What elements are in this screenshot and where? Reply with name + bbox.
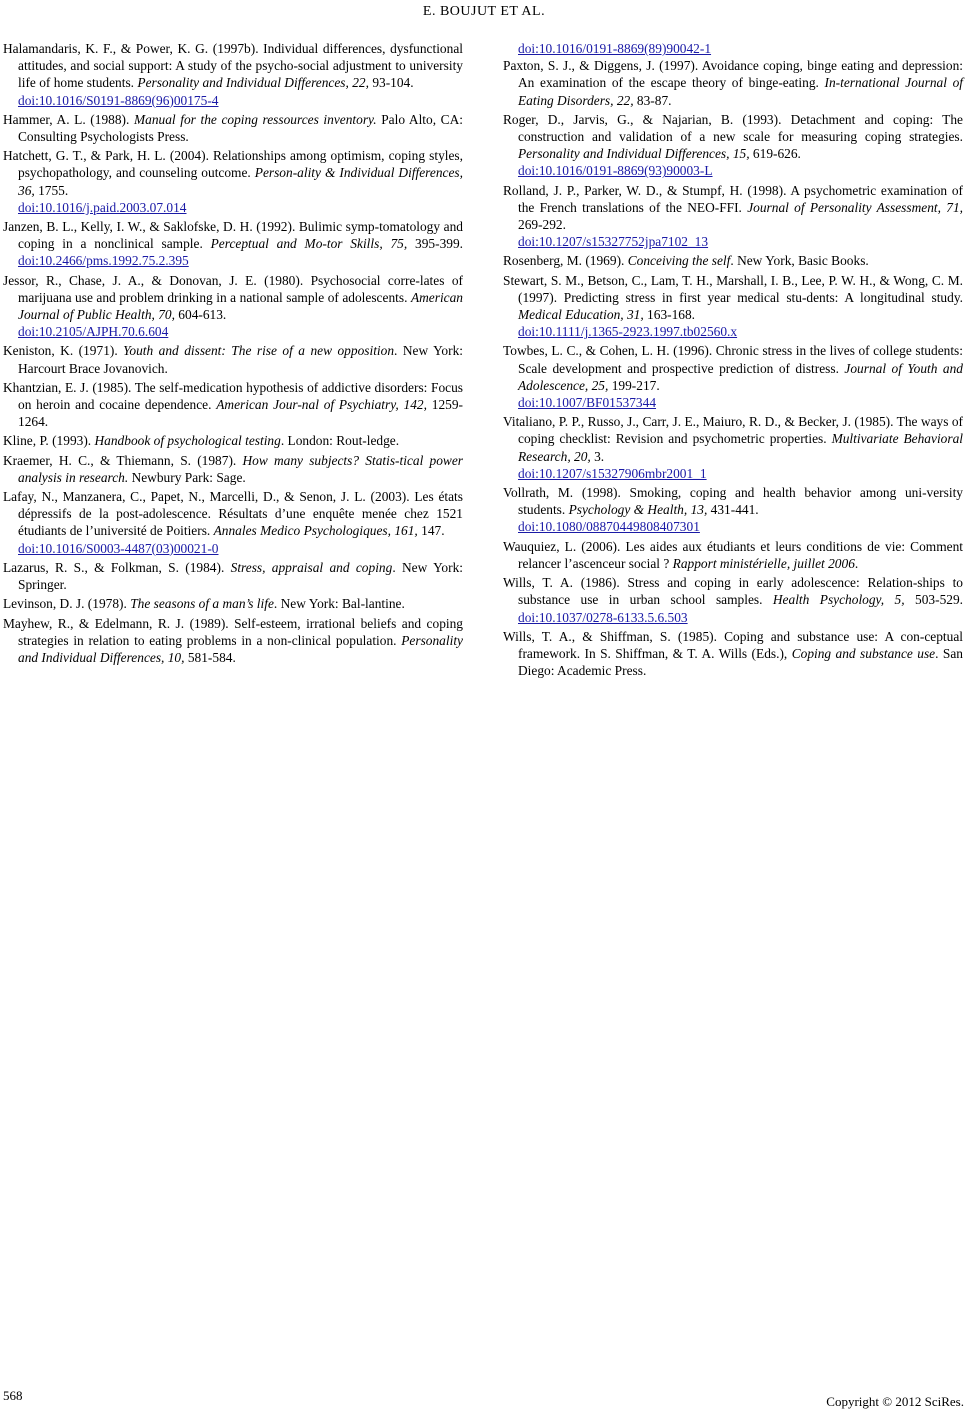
reference-text: Keniston, K. (1971). [3, 343, 124, 359]
doi-link[interactable]: doi:10.1207/s15327752jpa7102_13 [518, 234, 709, 250]
reference-source: Journal of Personality Assessment, 71, [747, 199, 963, 215]
reference-source: Personality and Individual Differences, 15, [518, 146, 750, 162]
reference-entry [3, 147, 463, 216]
reference-text: Vitaliano, P. P., Russo, J., Carr, J. E., Maiuro, R. D., & Becker, J. (1985). The ways of coping checklist: Revision and psychometric properties. [503, 414, 963, 447]
reference-pages: . New York: Springer. [18, 559, 463, 593]
reference-entry [3, 218, 463, 270]
reference-text: Khantzian, E. J. (1985). The self-medication hypothesis of addictive disorders: Focus on heroin and cocaine dependence. [3, 379, 463, 413]
reference-text: Wills, T. A., & Shiffman, S. (1985). Coping and substance use: A con-ceptual framework. In S. Shiffman, & T. A. Wills (Eds.), [503, 628, 963, 661]
references-left-column [3, 40, 463, 666]
reference-source: In-ternational Journal of Eating Disorders, 22, [518, 75, 963, 108]
reference-source: Health Psychology, 5, [772, 592, 905, 608]
reference-pages: 269-292. [518, 217, 566, 233]
doi-link[interactable]: doi:10.1037/0278-6133.5.6.503 [518, 609, 688, 625]
reference-pages: . New York: Harcourt Brace Jovanovich. [18, 343, 463, 376]
reference-source: American Journal of Public Health, 70, [18, 289, 463, 323]
reference-entry [3, 488, 463, 557]
reference-text: Paxton, S. J., & Diggens, J. (1997). Avoidance coping, binge eating and depression: An examination of the escape theory of binge-eating. [503, 58, 963, 91]
reference-entry [3, 559, 463, 593]
page-number: 568 [3, 1388, 23, 1403]
doi-link[interactable]: doi:10.1016/S0003-4487(03)00021-0 [18, 540, 219, 556]
reference-pages: 163-168. [643, 307, 696, 323]
reference-entry [3, 432, 463, 449]
reference-pages: 503-529. [904, 592, 964, 608]
reference-source: Person-ality & Individual Differences, 36, [18, 165, 463, 198]
reference-entry [503, 574, 963, 626]
reference-source: Perceptual and Mo-tor Skills, 75, [210, 236, 408, 252]
reference-text: Kline, P. (1993). [3, 433, 95, 449]
reference-pages: 1755. [34, 182, 69, 198]
reference-source: The seasons of a man’s life [130, 596, 274, 612]
reference-pages: 619-626. [749, 146, 801, 162]
reference-pages: 147. [417, 523, 445, 539]
reference-entry [3, 615, 463, 667]
reference-entry [503, 111, 963, 180]
reference-source: Journal of Youth and Adolescence, 25, [518, 360, 963, 393]
reference-entry [503, 342, 963, 411]
reference-source: American Jour-nal of Psychiatry, 142, [216, 397, 427, 413]
reference-pages: . London: Rout-ledge. [280, 433, 400, 449]
reference-entry [503, 57, 963, 109]
reference-pages: 1259-1264. [18, 397, 463, 430]
reference-source: Handbook of psychological testing [94, 433, 281, 449]
reference-text: Vollrath, M. (1998). Smoking, coping and health behavior among uni-versity students. [503, 485, 963, 518]
reference-text: Lazarus, R. S., & Folkman, S. (1984). [3, 559, 231, 575]
doi-link[interactable]: doi:10.2105/AJPH.70.6.604 [18, 324, 169, 340]
doi-link[interactable]: doi:10.1016/j.paid.2003.07.014 [18, 199, 187, 215]
reference-entry [503, 272, 963, 341]
reference-entry [3, 595, 463, 612]
reference-entry [3, 379, 463, 431]
reference-entry [503, 252, 963, 269]
reference-pages: Palo Alto, CA: Consulting Psychologists Press. [18, 111, 463, 145]
reference-pages: . San Diego: Academic Press. [518, 645, 963, 679]
reference-entry [3, 111, 463, 145]
reference-text: Levinson, D. J. (1978). [3, 596, 131, 612]
reference-text: Roger, D., Jarvis, G., & Najarian, B. (1993). Detachment and coping: The construction and validation of a new scale for measuring coping strategies. [503, 111, 963, 145]
reference-continuation [503, 40, 963, 57]
doi-link[interactable]: doi:10.1016/0191-8869(89)90042-1 [518, 41, 712, 56]
doi-link[interactable]: doi:10.1016/S0191-8869(96)00175-4 [18, 92, 219, 108]
reference-entry [3, 342, 463, 376]
copyright-notice: Copyright © 2012 SciRes. [826, 1394, 964, 1409]
reference-text: Hammer, A. L. (1988). [3, 111, 134, 127]
reference-pages: 199-217. [608, 377, 660, 393]
reference-pages: 83-87. [633, 92, 672, 108]
reference-source: Conceiving the self [627, 253, 731, 269]
running-head: E. BOUJUT ET AL. [422, 4, 546, 19]
reference-source: Personality and Individual Differences, 10, [18, 632, 463, 665]
reference-text: Stewart, S. M., Betson, C., Lam, T. H., Marshall, I. B., Lee, P. W. H., & Wong, C. M. (1997). Predicting stress in first year medical stu-dents: A longitudinal study. [503, 272, 963, 305]
reference-entry [3, 272, 463, 341]
reference-entry [503, 538, 963, 572]
reference-source: Youth and dissent: The rise of a new opposition [123, 343, 395, 359]
doi-link[interactable]: doi:10.1111/j.1365-2923.1997.tb02560.x [518, 324, 738, 340]
reference-text: Rolland, J. P., Parker, W. D., & Stumpf, H. (1998). A psychometric examination of the French translations of the NEO-FFI. [503, 182, 963, 215]
reference-source: Personality and Individual Differences, 22, [137, 75, 369, 91]
reference-pages: . New York: Bal-lantine. [273, 596, 405, 612]
reference-entry [3, 40, 463, 109]
reference-source: Manual for the coping ressources inventory. [133, 111, 377, 127]
reference-text: Wills, T. A. (1986). Stress and coping in early adolescence: Relation-ships to substance use in urban school samples. [503, 575, 963, 608]
reference-pages: Newbury Park: Sage. [128, 469, 246, 485]
reference-text: Towbes, L. C., & Cohen, L. H. (1996). Chronic stress in the lives of college students: Scale development and prospective prediction of distress. [503, 343, 963, 376]
reference-source: Stress, appraisal and coping [230, 559, 393, 575]
reference-source: Coping and substance use [791, 645, 936, 661]
reference-text: Wauquiez, L. (2006). Les aides aux étudiants et leurs conditions de vie: Comment relancer l’ascenceur social ? [503, 538, 963, 571]
reference-entry [503, 628, 963, 680]
reference-source: Psychology & Health, 13, [568, 502, 708, 518]
reference-source: Multivariate Behavioral Research, 20, [518, 431, 963, 464]
reference-pages: . New York, Basic Books. [730, 253, 869, 269]
reference-text: Kraemer, H. C., & Thiemann, S. (1987). [3, 452, 243, 468]
reference-source: Rapport ministérielle, juillet 2006 [672, 555, 855, 571]
reference-entry [503, 484, 963, 536]
reference-source: Medical Education, 31, [518, 307, 644, 323]
reference-pages: . [854, 555, 859, 571]
reference-entry [503, 413, 963, 482]
reference-source: Annales Medico Psychologiques, 161, [213, 523, 418, 539]
reference-text: Rosenberg, M. (1969). [503, 253, 628, 269]
references-right-column [503, 40, 963, 679]
reference-text: Janzen, B. L., Kelly, I. W., & Saklofske, D. H. (1992). Bulimic symp-tomatology and coping in a nonclinical sample. [3, 219, 463, 252]
reference-text: Halamandaris, K. F., & Power, K. G. (1997b). Individual differences, dysfunctional attitudes, and social support: A study of the psycho-social adjustment to university life of home students. [3, 41, 463, 91]
reference-entry [3, 452, 463, 486]
reference-source: How many subjects? Statis-tical power analysis in research. [18, 452, 463, 485]
doi-link[interactable]: doi:10.1016/0191-8869(93)90003-L [518, 163, 713, 179]
reference-pages: 581-584. [184, 649, 236, 665]
reference-pages: 431-441. [707, 502, 759, 518]
doi-link[interactable]: doi:10.1207/s15327906mbr2001_1 [518, 465, 707, 481]
doi-link[interactable]: doi:10.1007/BF01537344 [518, 395, 657, 411]
reference-text: Hatchett, G. T., & Park, H. L. (2004). Relationships among optimism, coping styles, psychopathology, and counseling outcome. [3, 148, 463, 181]
reference-text: Jessor, R., Chase, J. A., & Donovan, J. E. (1980). Psychosocial corre-lates of marijuana use and problem drinking in a national sample of adolescents. [3, 272, 463, 305]
reference-entry [503, 182, 963, 251]
reference-pages: 604-613. [174, 307, 227, 323]
reference-pages: 3. [590, 448, 605, 464]
reference-text: Mayhew, R., & Edelmann, R. J. (1989). Self-esteem, irrational beliefs and coping strategies in relation to eating problems in a non-clinical population. [3, 615, 463, 648]
reference-text: Lafay, N., Manzanera, C., Papet, N., Marcelli, D., & Senon, J. L. (2003). Les états dépressifs de la post-adolescence. Résultats d’une enquête menée chez 1521 étudiants de l’université de Poitiers. [3, 489, 463, 539]
reference-pages: 395-399. [407, 236, 464, 252]
doi-link[interactable]: doi:10.2466/pms.1992.75.2.395 [18, 253, 189, 269]
reference-pages: 93-104. [368, 75, 414, 91]
doi-link[interactable]: doi:10.1080/08870449808407301 [518, 519, 700, 535]
